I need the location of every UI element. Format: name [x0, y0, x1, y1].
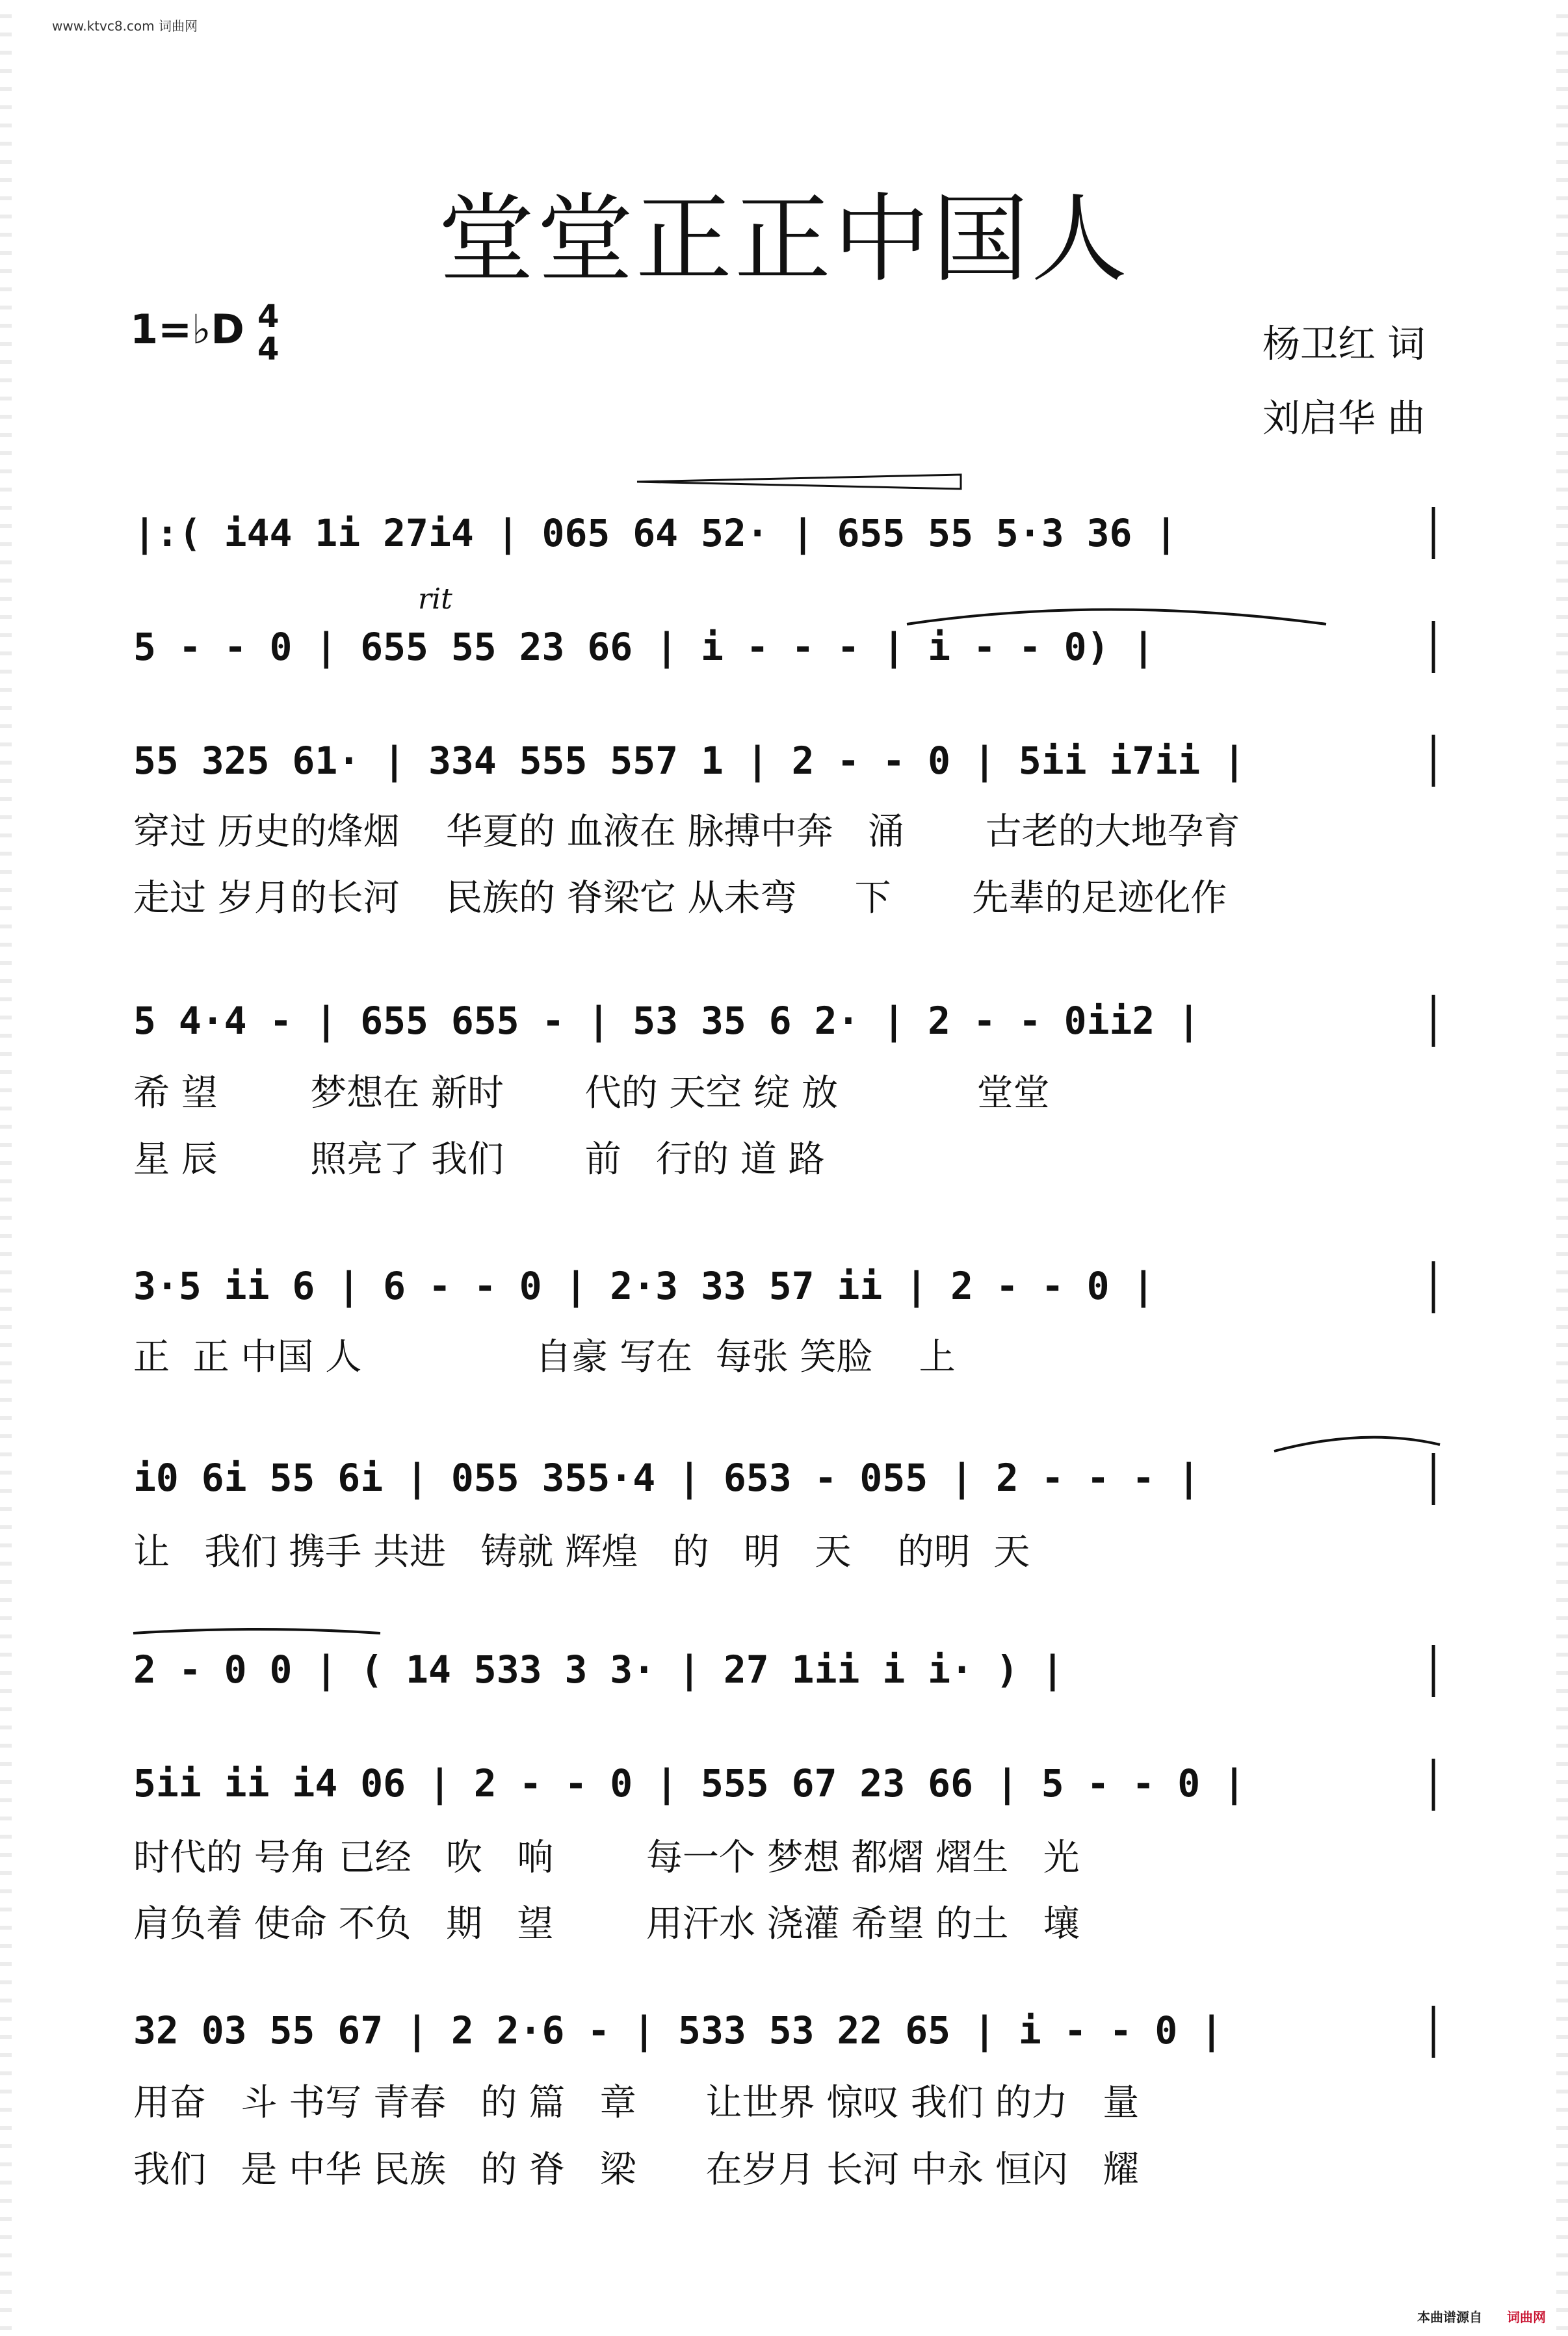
footer-source-label: 本曲谱源自	[1417, 2309, 1482, 2325]
lyric-line-3b: 走过 岁月的长河 民族的 脊梁它 从未弯 下 先辈的足迹化作	[133, 877, 1227, 919]
key-signature: 1=♭D	[130, 306, 244, 353]
notation-line-5: 3·5 ii 6 | 6 - - 0 | 2·3 33 57 ii | 2 - - 0 |	[133, 1264, 1155, 1308]
time-sig-top: 4	[257, 298, 280, 335]
lyric-line-8b: 肩负着 使命 不负 期 望 用汗水 浇灌 希望 的土 壤	[133, 1903, 1080, 1945]
lyric-line-9b: 我们 是 中华 民族 的 脊 梁 在岁月 长河 中永 恒闪 耀	[133, 2149, 1140, 2191]
notation-line-7: 2 - 0 0 | ( 14 533 3 3· | 27 1ii i i· ) |	[133, 1647, 1064, 1692]
lyricist-credit: 杨卫红 词	[1262, 322, 1426, 366]
lyric-line-3a: 穿过 历史的烽烟 华夏的 血液在 脉搏中奔 涌 古老的大地孕育	[133, 811, 1240, 853]
notation-line-6: i0 6i 55 6i | 055 355·4 | 653 - 055 | 2 - - - |	[133, 1456, 1201, 1500]
notation-line-9: 32 03 55 67 | 2 2·6 - | 533 53 22 65 | i - - 0 |	[133, 2008, 1223, 2053]
notation-line-3: 55 325 61· | 334 555 557 1 | 2 - - 0 | 5ii i7ii |	[133, 739, 1246, 783]
time-sig-bottom: 4	[257, 331, 280, 367]
lyric-line-8a: 时代的 号角 已经 吹 响 每一个 梦想 都熠 熠生 光	[133, 1837, 1080, 1879]
lyric-line-6a: 让 我们 携手 共进 铸就 辉煌 的 明 天 的明 天	[133, 1531, 1030, 1573]
tie-arc-1	[907, 610, 1326, 625]
crescendo-hairpin	[637, 475, 961, 489]
notation-line-2: 5 - - 0 | 655 55 23 66 | i - - - | i - - 0) |	[133, 625, 1155, 669]
lyric-line-4a: 希 望 梦想在 新时 代的 天空 绽 放 堂堂	[133, 1072, 1050, 1114]
tie-arc-2	[1274, 1437, 1440, 1451]
site-watermark: www.ktvc8.com 词曲网	[52, 18, 198, 34]
tie-arc-3	[133, 1629, 380, 1633]
composer-credit: 刘启华 曲	[1262, 396, 1426, 440]
notation-line-1: |:( i44 1i 27i4 | 065 64 52· | 655 55 5·3 36 |	[133, 511, 1178, 555]
lyric-line-4b: 星 辰 照亮了 我们 前 行的 道 路	[133, 1138, 825, 1181]
lyric-line-5a: 正 正 中国 人 自豪 写在 每张 笑脸 上	[133, 1336, 956, 1378]
notation-line-8: 5ii ii i4 06 | 2 - - 0 | 555 67 23 66 | 5 - - 0 |	[133, 1761, 1246, 1805]
notation-line-4: 5 4·4 - | 655 655 - | 53 35 6 2· | 2 - - 0ii2 |	[133, 999, 1201, 1043]
rit-marking: rit	[418, 583, 452, 616]
song-title: 堂堂正正中国人	[438, 183, 1130, 295]
footer-site-logo: 词曲网	[1507, 2309, 1546, 2325]
lyric-line-9a: 用奋 斗 书写 青春 的 篇 章 让世界 惊叹 我们 的力 量	[133, 2082, 1140, 2124]
